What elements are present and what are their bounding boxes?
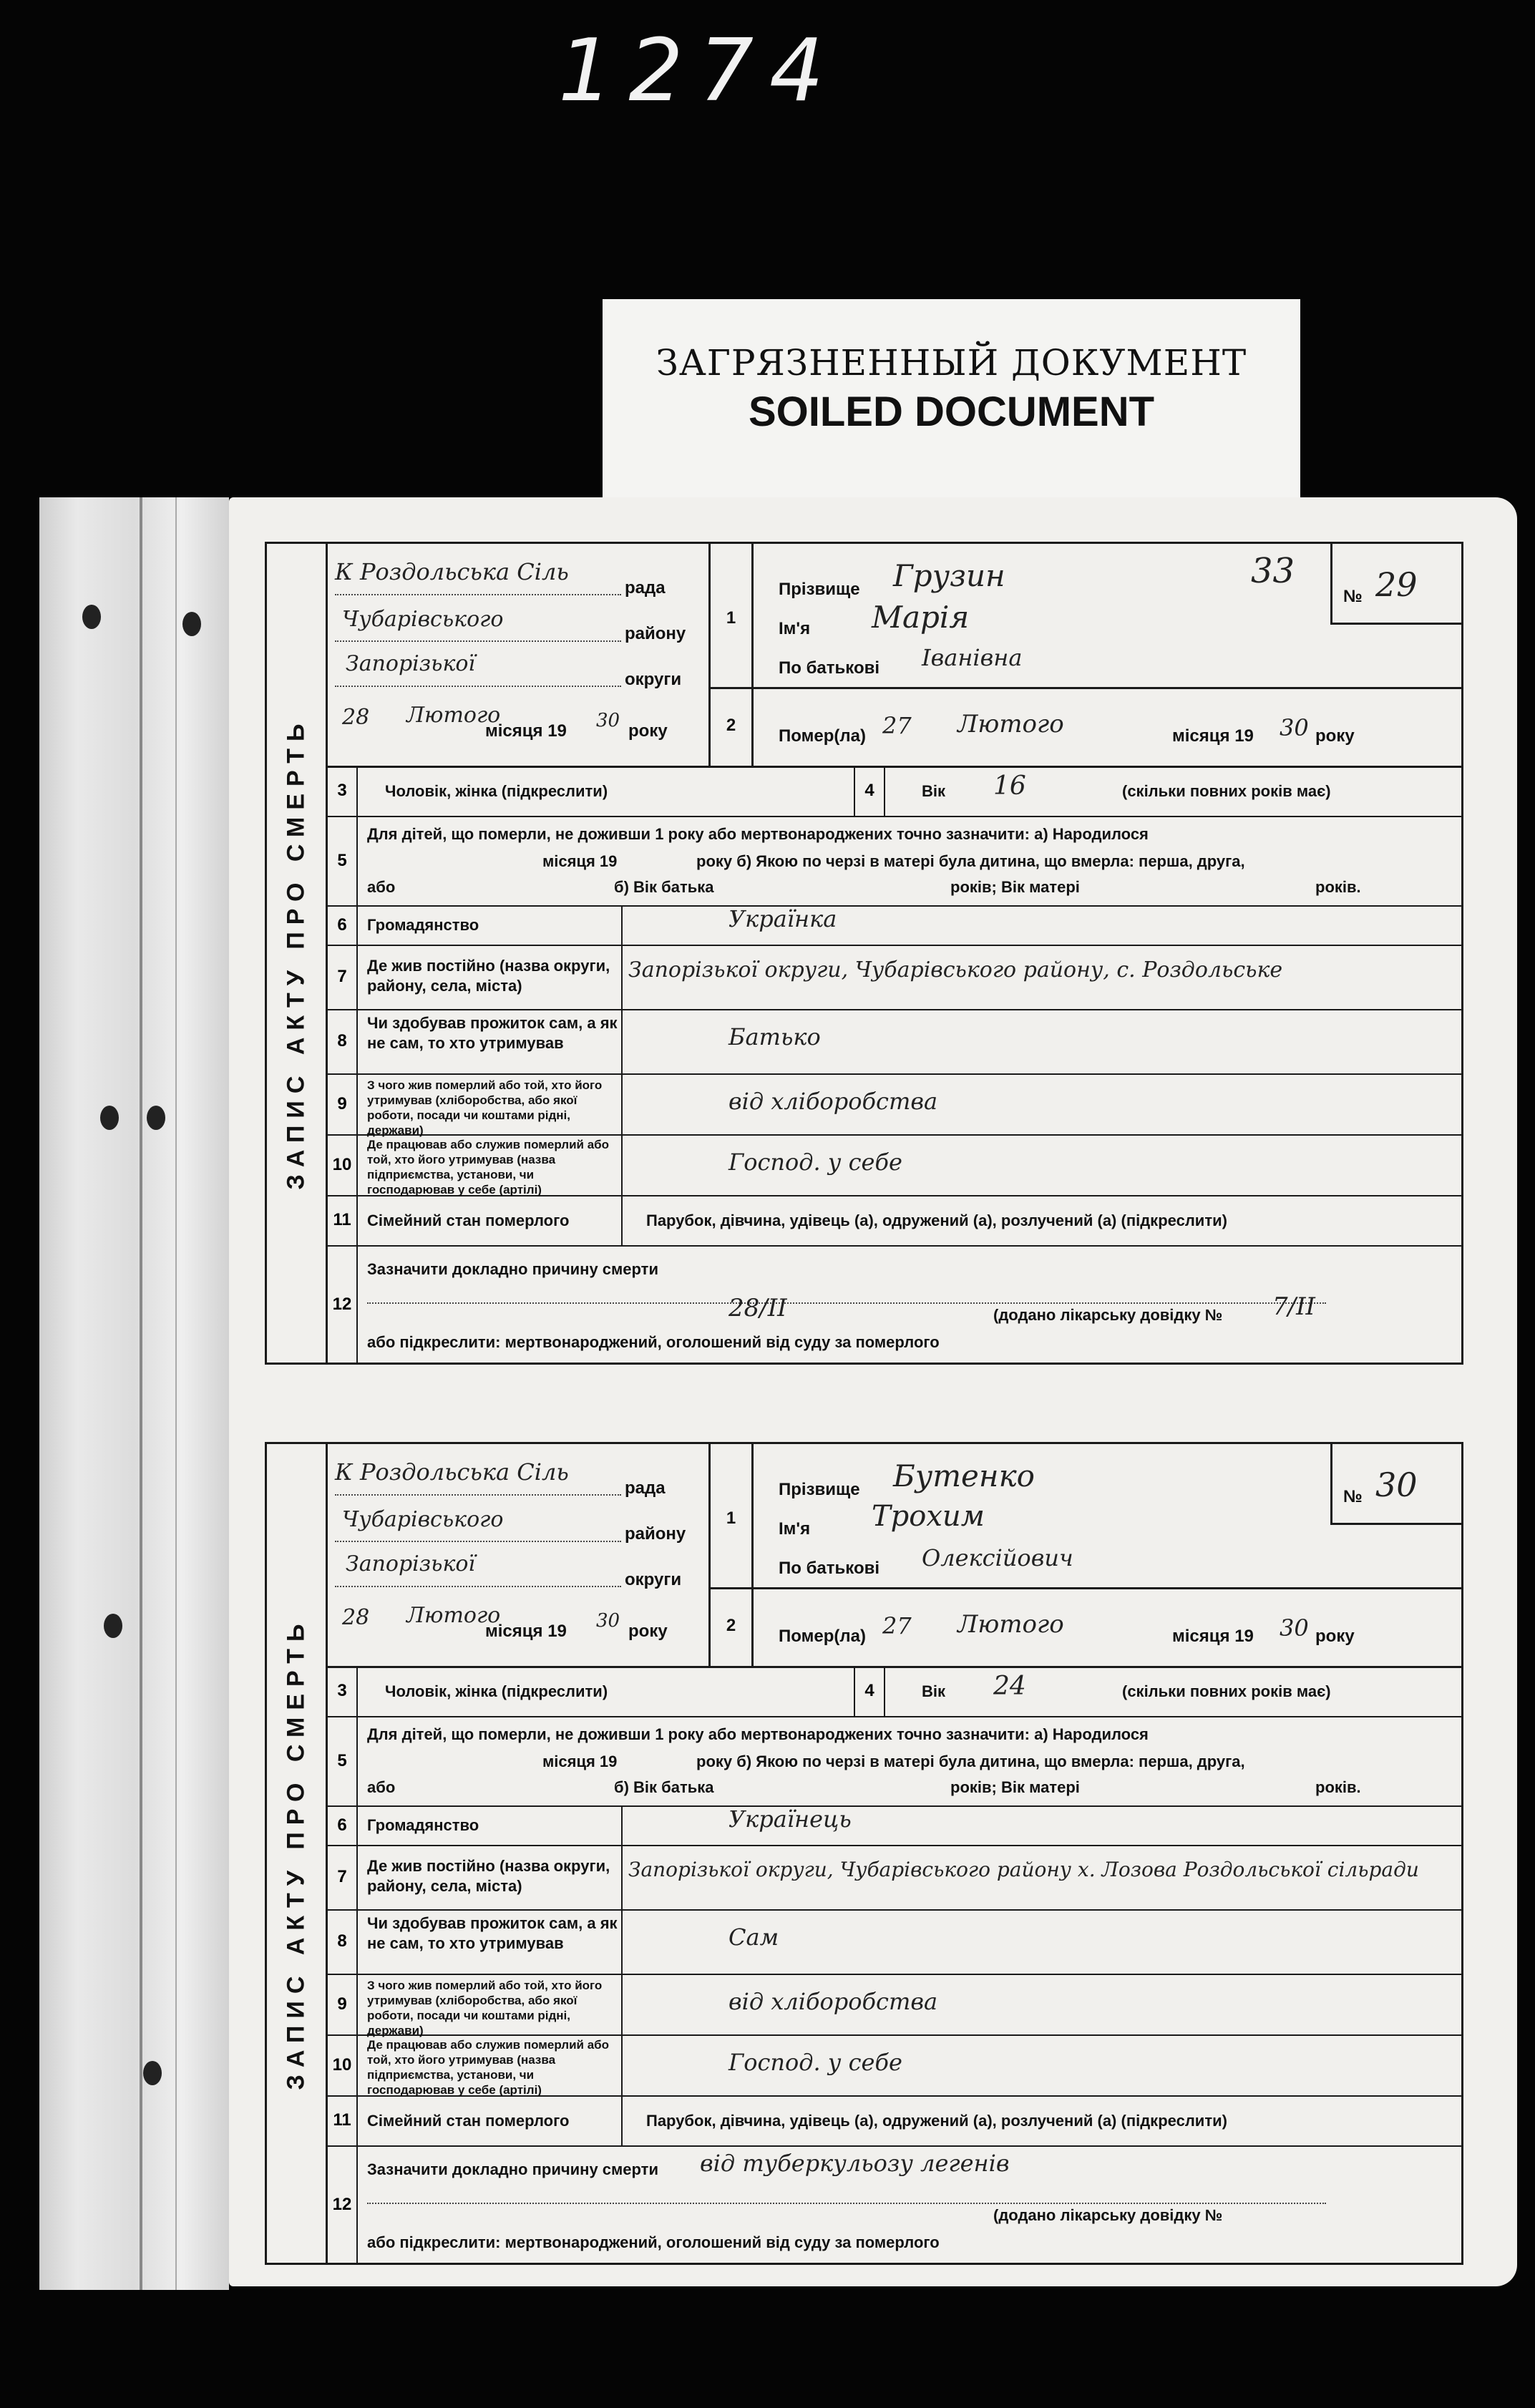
- okrug-value: Запорізької: [346, 651, 476, 676]
- record-number: 30: [1375, 1466, 1418, 1504]
- raion-value: Чубарівського: [342, 1507, 504, 1532]
- reg-year: 30: [596, 710, 620, 731]
- cert-number: 7/II: [1272, 1292, 1315, 1321]
- binding-hole: [100, 1106, 119, 1130]
- residence-value: Запорізької округи, Чубарівського району, с. Роздольське: [628, 957, 1283, 983]
- rada-value: К Роздольська Сіль: [335, 558, 569, 585]
- workplace-value: Господ. у себе: [728, 1149, 902, 1176]
- reg-month: Лютого: [406, 1603, 501, 1628]
- died-month: Лютого: [957, 1610, 1064, 1639]
- livelihood-value: Сам: [728, 1924, 779, 1951]
- died-month: Лютого: [957, 710, 1064, 739]
- stamp-en: SOILED DOCUMENT: [748, 389, 1155, 435]
- died-day: 27: [882, 712, 912, 739]
- died-year: 30: [1280, 1614, 1309, 1642]
- cause-value: 28/II: [728, 1294, 787, 1322]
- cause-value: від туберкульозу легенів: [700, 2150, 1010, 2177]
- binding-hole: [182, 612, 201, 636]
- name-value: Марія: [872, 600, 970, 635]
- record-number: 29: [1375, 565, 1418, 604]
- reg-year: 30: [596, 1610, 620, 1632]
- binding-hole: [104, 1614, 122, 1638]
- surname-value: Грузин: [893, 558, 1005, 593]
- citizenship-value: Українка: [728, 905, 837, 932]
- reg-month: Лютого: [406, 703, 501, 728]
- livelihood-value: Батько: [728, 1023, 821, 1051]
- citizenship-value: Українець: [728, 1805, 852, 1833]
- stamp-ru: ЗАГРЯЗНЕННЫЙ ДОКУМЕНТ: [656, 342, 1247, 384]
- rada-value: К Роздольська Сіль: [335, 1458, 569, 1486]
- binding-hole: [82, 605, 101, 629]
- name-value: Трохим: [872, 1500, 985, 1533]
- vertical-title: ЗАПИС АКТУ ПРО СМЕРТЬ: [267, 1444, 328, 2263]
- death-record-2: ЗАПИС АКТУ ПРО СМЕРТЬ К Роздольська Сіль рада Чубарівського району Запорізької округи 28 Лютого місяця 19 30 року 1 2 Прізвище Бутенко Ім'я Трохим По батькові Олексійович № 30 Помер(ла) 27 Лютого місяця 19 30 року 3 Чоловік, жінка (підкреслити) 4 Вік 24 (скільки повних років має) 5 Для дітей, що померли, не доживши 1 року або мертвонароджених точно зазначити: а) Народилося місяця 19 року б) Якою по черзі в матері була дитина, що вмерла: перша, друга, або б) Вік батька років; Вік матері років. 6 Громадянство Українець 7 Де жив постійно (назва округи, району, села, міста) Запорізької округи, Чубарівського району х. Лозова Роздольської сільради 8 Чи здобував прожиток сам, а як не сам, то хто утримував Сам 9 З чого жив померлий або той, хто його утримував (хліборобства, або якої роботи, посади чи коштами рідні, держави) від хліборобства 10 Де працював або служив померлий або той, хто його утримував (назва підприємства, установи, чи господарював у себе (артілі) Господ. у себе 11 Сімейний стан померлого Парубок, дівчина, удівець (а), одружений (а), розлучений (а) (підкреслити) 12 Зазначити докладно причину смерти від туберкульозу легенів (додано лікарську довідку № або підкреслити: мертвонароджений, оголошений від суду за померлого: [265, 1442, 1463, 2265]
- binding-hole: [147, 1106, 165, 1130]
- death-record-1: ЗАПИС АКТУ ПРО СМЕРТЬ К Роздольська Сіль рада Чубарівського району Запорізької округи 28 Лютого місяця 19 30 року 1 2 Прізвище Грузин 33 Ім'я Марія По батькові Іванівна № 29 Помер(ла) 27 Лютого місяця 19 30 року 3 Чоловік, жінка (підкреслити) 4 Вік 16 (скільки повних років має) 5 Для дітей, що померли, не доживши 1 року або мертвонароджених точно зазначити: а) Народилося місяця 19 року б) Якою по черзі в матері була дитина, що вмерла: перша, друга, або б) Вік батька років; Вік матері років. 6 Громадянство Українка 7 Де жив постійно (назва округи, району, села, міста) Запорізької округи, Чубарівського району, с. Роздольське 8 Чи здобував прожиток сам, а як не сам, то хто утримував Батько 9 З чого жив померлий або той, хто його утримував (хліборобства, або якої роботи, посади чи коштами рідні, держави) від хліборобства 10 Де працював або служив померлий або той, хто його утримував (назва підприємства, установи, чи господарював у себе (артілі) Господ. у себе 11 Сімейний стан померлого Парубок, дівчина, удівець (а), одружений (а), розлучений (а) (підкреслити) 12 Зазначити докладно причину смерти 28/II (додано лікарську довідку № 7/II або підкреслити: мертвонароджений, оголошений від суду за померлого: [265, 542, 1463, 1365]
- patronymic-value: Іванівна: [922, 644, 1023, 671]
- died-day: 27: [882, 1612, 912, 1639]
- vertical-title: ЗАПИС АКТУ ПРО СМЕРТЬ: [267, 544, 328, 1363]
- workplace-value: Господ. у себе: [728, 2049, 902, 2076]
- age-value: 24: [993, 1672, 1026, 1701]
- residence-value: Запорізької округи, Чубарівського району х. Лозова Роздольської сільради: [628, 1858, 1419, 1881]
- corner-number: 33: [1251, 551, 1295, 591]
- binding-strip: [39, 497, 229, 2290]
- reg-day: 28: [342, 1605, 370, 1630]
- raion-value: Чубарівського: [342, 607, 504, 632]
- reg-day: 28: [342, 705, 370, 730]
- age-value: 16: [993, 771, 1026, 801]
- archive-number: 1274: [558, 21, 840, 121]
- died-year: 30: [1280, 714, 1309, 741]
- source-value: від хліборобства: [728, 1988, 938, 2015]
- okrug-value: Запорізької: [346, 1551, 476, 1576]
- patronymic-value: Олексійович: [922, 1544, 1073, 1571]
- surname-value: Бутенко: [893, 1458, 1035, 1493]
- soiled-document-stamp: [603, 299, 1300, 514]
- binding-hole: [143, 2061, 162, 2085]
- source-value: від хліборобства: [728, 1088, 938, 1115]
